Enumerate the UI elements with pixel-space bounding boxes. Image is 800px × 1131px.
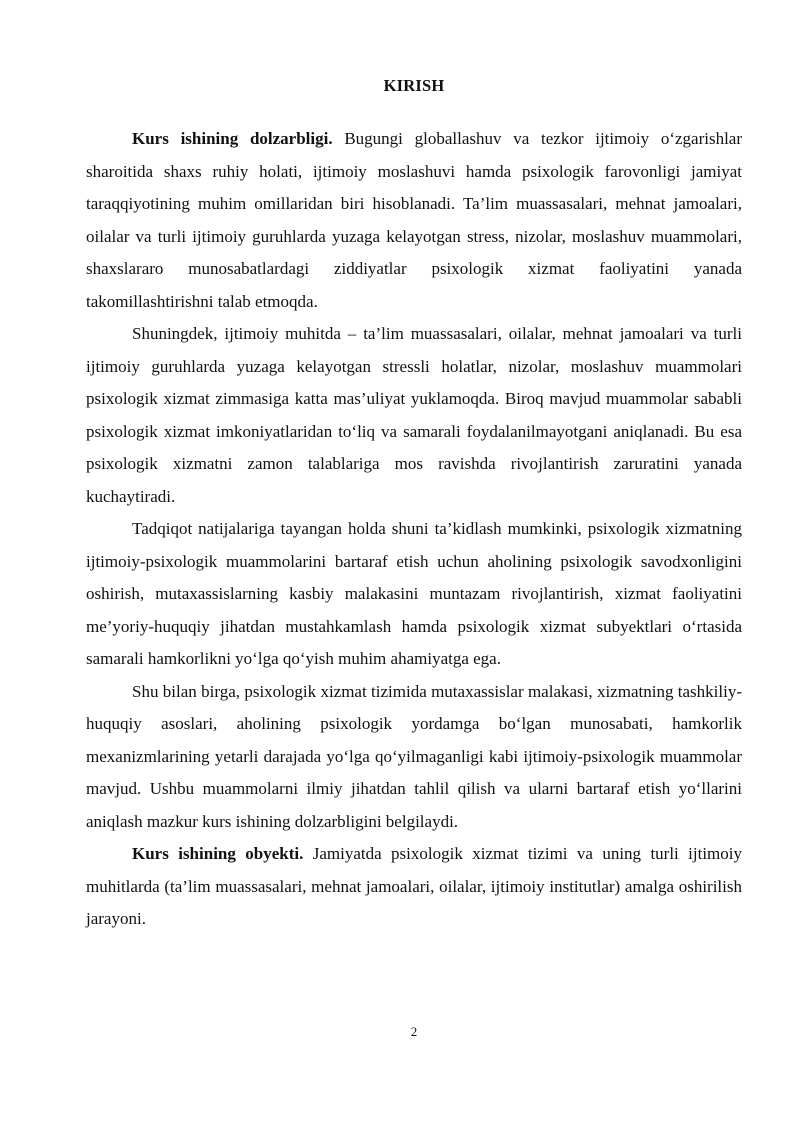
paragraph-lead: Kurs ishining dolzarbligi. [132,129,333,148]
paragraph-text: Bugungi globallashuv va tezkor ijtimoiy o‘zgarishlar sharoitida shaxs ruhiy holati, ijtimoiy moslashuvi hamda psixologik farovonligi jamiyat taraqqiyotining muhim omillaridan biri hisoblanadi. Ta’lim muassasalari, mehnat jamoalari, oilalar va turli ijtimoiy guruhlarda yuzaga kelayotgan stress, nizolar, moslashuv muammolari, shaxslararo munosabatlardagi ziddiyatlar psixologik xizmat faoliyatini yanada takomillashtirishni talab etmoqda. [86,129,742,311]
paragraph [86,676,742,839]
paragraph [86,513,742,676]
document-page [86,0,742,1131]
paragraph-text: Shu bilan birga, psixologik xizmat tizimida mutaxassislar malakasi, xizmatning tashkiliy-huquqiy asoslari, aholining psixologik yordamga bo‘lgan munosabati, hamkorlik mexanizmlarining yetarli darajada yo‘lga qo‘yilmaganligi kabi ijtimoiy-psixologik muammolar mavjud. Ushbu muammolarni ilmiy jihatdan tahlil qilish va ularni bartaraf etish yo‘llarini aniqlash mazkur kurs ishining dolzarbligini belgilaydi. [86,681,742,831]
paragraph-lead: Kurs ishining obyekti. [132,844,304,863]
page-title: KIRISH [383,76,445,95]
page-number: 2 [410,1024,418,1039]
paragraph-text: Jamiyatda psixologik xizmat tizimi va uning turli ijtimoiy muhitlarda (ta’lim muassasalari, mehnat jamoalari, oilalar, ijtimoiy institutlar) amalga oshirilish jarayoni. [86,844,743,928]
paragraph-relevance [86,123,742,318]
paragraph [86,318,742,513]
paragraph-text: Shuningdek, ijtimoiy muhitda – ta’lim muassasalari, oilalar, mehnat jamoalari va turli ijtimoiy guruhlarda yuzaga kelayotgan stressli holatlar, nizolar, moslashuv muammolari psixologik xizmat zimmasiga katta mas’uliyat yuklamoqda. Biroq mavjud muammolar sababli psixologik xizmat imkoniyatlaridan to‘liq va samarali foydalanilmayotgani aniqlanadi. Bu esa psixologik xizmatni zamon talablariga mos ravishda rivojlantirish zaruratini yanada kuchaytiradi. [86,324,742,506]
paragraph-text: Tadqiqot natijalariga tayangan holda shuni ta’kidlash mumkinki, psixologik xizmatning ijtimoiy-psixologik muammolarini bartaraf etish uchun aholining psixologik savodxonligini oshirish, mutaxassislarning kasbiy malakasini muntazam rivojlantirish, xizmat faoliyatini me’yoriy-huquqiy jihatdan mustahkamlash hamda psixologik xizmat subyektlari o‘rtasida samarali hamkorlikni yo‘lga qo‘yish muhim ahamiyatga ega. [86,519,742,668]
paragraph-object [86,838,742,936]
body-text [86,123,742,936]
